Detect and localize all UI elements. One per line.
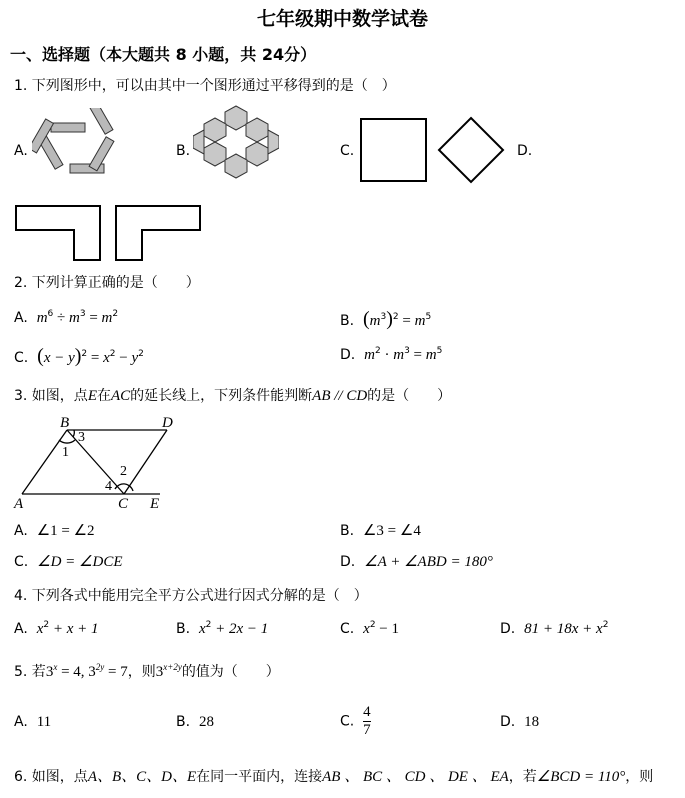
- q1-figure-d: [14, 204, 204, 262]
- q3-label-1: 1: [62, 445, 69, 460]
- q5-option-a: [14, 714, 51, 731]
- q3-stem-mid1: 在: [96, 388, 111, 404]
- q4-option-a: [14, 621, 99, 638]
- q3-stem-post: 的是（ ）: [367, 388, 452, 404]
- q5-option-c: [340, 704, 371, 739]
- q3-option-a: [14, 521, 95, 540]
- q4d-x: x: [596, 621, 603, 637]
- q2-option-a: [14, 310, 118, 327]
- q4b-x: x: [198, 621, 206, 637]
- q2d-e3: 5: [436, 346, 443, 356]
- q4d-pre: 81 + 18x +: [524, 621, 597, 637]
- question-5-stem: [14, 661, 280, 681]
- q3-label-e: E: [150, 496, 160, 512]
- q3-option-d-text: ∠A + ∠ABD = 180°: [364, 554, 493, 570]
- q2d-eq: =: [409, 347, 426, 363]
- q2b-eq: =: [398, 313, 415, 329]
- q2c-x: x: [103, 350, 110, 366]
- q2d-m3: m: [425, 347, 437, 363]
- q3-option-c-label: C.: [14, 554, 29, 570]
- q6-stem-mid2: ，若: [508, 769, 537, 785]
- q3-option-a-label: A.: [14, 523, 28, 539]
- q2d-e2: 3: [404, 346, 410, 356]
- q6-stem-mid: 在同一平面内，连接: [196, 769, 323, 785]
- q2b-m1: m: [369, 313, 381, 329]
- q2b-e3: 5: [425, 312, 432, 322]
- q5-option-b-text: 28: [198, 714, 214, 730]
- q3-option-b-text: ∠3 = ∠4: [362, 523, 421, 539]
- q2a-m3: m: [101, 310, 113, 326]
- q2c-e3: 2: [138, 349, 144, 359]
- q3-label-4: 4: [105, 479, 112, 494]
- q4-option-a-label: A.: [14, 621, 28, 637]
- q2b-m2: m: [414, 313, 426, 329]
- q4-option-d-label: D.: [500, 621, 516, 637]
- q2-option-b: [340, 308, 431, 331]
- q4a-e: 2: [43, 620, 50, 630]
- q2a-e3: 2: [112, 309, 119, 319]
- q3-option-a-text: ∠1 = ∠2: [36, 523, 95, 539]
- q5-option-d-label: D.: [500, 714, 516, 730]
- q6-points: A、B、C、D、E: [87, 769, 197, 785]
- q5-option-c-den: 7: [363, 722, 371, 738]
- q2c-y: y: [131, 350, 139, 366]
- q6-angle: ∠BCD = 110°: [536, 769, 626, 785]
- q5-exp2: 2y: [95, 662, 105, 672]
- q5-option-c-label: C.: [340, 713, 355, 730]
- q1-option-c-label: C.: [340, 143, 355, 159]
- q4d-e: 2: [602, 620, 609, 630]
- q2-option-b-label: B.: [340, 313, 355, 329]
- q2a-m1: m: [36, 310, 48, 326]
- q5-option-a-text: 11: [36, 714, 52, 730]
- q5-expr3: = 7: [104, 664, 128, 680]
- q6-stem-pre: 6. 如图，点: [14, 769, 88, 785]
- q2c-rparen: ): [74, 345, 82, 367]
- q5-exp1: x: [53, 662, 58, 672]
- q3-option-d: [340, 552, 493, 571]
- q5-option-d: [500, 714, 539, 731]
- q2a-eq: =: [85, 310, 102, 326]
- q3-label-b: B: [60, 415, 70, 431]
- q3-option-c-text: ∠D = ∠DCE: [37, 554, 123, 570]
- question-1-stem: 1. 下列图形中，可以由其中一个图形通过平移得到的是（ ）: [14, 78, 396, 94]
- q3-label-d: D: [162, 415, 173, 431]
- question-2-stem: 2. 下列计算正确的是（ ）: [14, 275, 200, 291]
- q5-exp4: x+2y: [163, 662, 182, 672]
- q2-option-d: [340, 347, 442, 364]
- q2c-e1: 2: [81, 349, 88, 359]
- q3-stem-abcd: AB // CD: [312, 388, 368, 404]
- q4-option-b-label: B.: [176, 621, 191, 637]
- q3-stem-pre: 3. 如图，点: [14, 388, 88, 404]
- q3-label-c: C: [118, 496, 129, 512]
- q2c-lparen: (: [37, 345, 44, 367]
- q5-expr2: = 4, 3: [57, 664, 96, 680]
- q1-option-a-label: A.: [14, 143, 28, 159]
- q3-label-2: 2: [120, 464, 127, 479]
- q4a-x: x: [36, 621, 44, 637]
- q4-option-c-label: C.: [340, 621, 355, 637]
- q3-stem-ac: AC: [110, 388, 131, 404]
- q2a-m2: m: [69, 310, 80, 326]
- q2b-rparen: ): [386, 308, 393, 330]
- q1-figure-b: [193, 104, 279, 194]
- q4c-x: x: [363, 621, 370, 637]
- q3-option-c: [14, 552, 123, 571]
- q2-option-d-label: D.: [340, 347, 356, 363]
- q2-option-c: [14, 345, 144, 368]
- q5-option-b: [176, 714, 214, 731]
- q5-option-b-label: B.: [176, 714, 191, 730]
- section-heading: 一、选择题（本大题共 8 小题，共 24分）: [10, 45, 317, 64]
- q2b-e2: 2: [392, 312, 399, 322]
- q3-option-b-label: B.: [340, 523, 355, 539]
- q2d-op: ·: [380, 347, 394, 363]
- q4c-rest: − 1: [375, 621, 400, 637]
- q2b-e1: 3: [380, 312, 387, 322]
- q2c-op: −: [115, 350, 132, 366]
- q5-stem-pre: 5. 若: [14, 664, 46, 680]
- q5-option-d-text: 18: [524, 714, 540, 730]
- q1-option-b-label: B.: [176, 143, 191, 159]
- q3-stem-mid2: 的延长线上，下列条件能判断: [130, 388, 313, 404]
- q2b-lparen: (: [362, 308, 370, 330]
- q2-option-a-label: A.: [14, 310, 28, 326]
- q1-figure-c: [358, 114, 508, 186]
- q3-label-a: A: [14, 496, 24, 512]
- q5-expr1: 3: [45, 664, 54, 680]
- q5-option-c-num: 4: [363, 704, 371, 720]
- q4b-e: 2: [205, 620, 212, 630]
- question-6-stem: [14, 765, 653, 786]
- q2d-e1: 2: [374, 346, 381, 356]
- q3-label-3: 3: [78, 430, 85, 445]
- q5-stem-mid: ，则: [127, 664, 156, 680]
- q2c-e2: 2: [109, 349, 116, 359]
- q1-figure-a: [32, 108, 116, 188]
- q3-figure: [12, 412, 182, 512]
- q6-segments: AB 、 BC 、 CD 、 DE 、 EA: [322, 769, 509, 785]
- q2c-eq: =: [87, 350, 104, 366]
- question-4-stem: 4. 下列各式中能用完全平方公式进行因式分解的是（ ）: [14, 588, 368, 604]
- page-title: 七年级期中数学试卷: [256, 8, 428, 30]
- q5-stem-post: 的值为（ ）: [181, 664, 280, 680]
- q6-stem-post: ，则: [625, 769, 654, 785]
- q2a-op: ÷: [53, 310, 69, 326]
- q5-option-c-fraction: [363, 704, 371, 739]
- q4-option-b: [176, 621, 268, 638]
- q5-option-a-label: A.: [14, 714, 28, 730]
- q2d-m1: m: [364, 347, 375, 363]
- q1-option-d-label: D.: [517, 143, 533, 159]
- q4c-e: 2: [369, 620, 376, 630]
- q3-stem-e: E: [87, 388, 97, 404]
- q4-option-c: [340, 621, 399, 638]
- q2d-m2: m: [393, 347, 405, 363]
- q2c-inner: x − y: [43, 350, 75, 366]
- q2a-e1: 6: [47, 309, 54, 319]
- q2-option-c-label: C.: [14, 350, 29, 366]
- q3-option-b: [340, 521, 421, 540]
- question-3-stem: [14, 385, 451, 405]
- q4b-rest: + 2x − 1: [211, 621, 269, 637]
- q3-option-d-label: D.: [340, 554, 356, 570]
- q5-expr4: 3: [155, 664, 164, 680]
- q4a-rest: + x + 1: [49, 621, 99, 637]
- q2a-e2: 3: [79, 309, 86, 319]
- q4-option-d: [500, 621, 608, 638]
